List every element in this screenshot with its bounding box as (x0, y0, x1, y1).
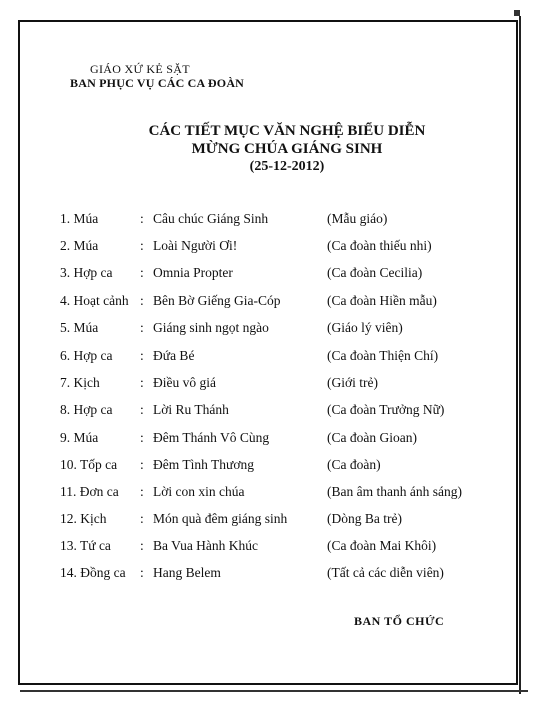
item-genre: 4. Hoạt cảnh (60, 293, 129, 308)
item-title: Lời con xin chúa (153, 484, 245, 499)
item-title: Bên Bờ Giếng Gia-Cóp (153, 293, 281, 308)
item-performer: (Ca đoàn Hiền mẫu) (327, 293, 437, 308)
item-separator: : (140, 565, 144, 580)
item-title: Món quà đêm giáng sinh (153, 511, 288, 526)
program-item (0, 265, 550, 285)
program-item (0, 211, 550, 231)
item-separator: : (140, 293, 144, 308)
item-separator: : (140, 265, 144, 280)
item-genre: 3. Hợp ca (60, 265, 113, 280)
program-item (0, 402, 550, 422)
program-item (0, 565, 550, 585)
item-title: Loài Người Ơi! (153, 238, 238, 253)
document-title: CÁC TIẾT MỤC VĂN NGHỆ BIỂU DIỄN (148, 123, 426, 139)
item-separator: : (140, 511, 144, 526)
parish-name: GIÁO XỨ KẺ SẶT (90, 62, 190, 76)
item-separator: : (140, 211, 144, 226)
program-item (0, 320, 550, 340)
item-genre: 12. Kịch (60, 511, 107, 526)
item-title: Ba Vua Hành Khúc (153, 538, 259, 553)
item-separator: : (140, 402, 144, 417)
item-performer: (Mẫu giáo) (327, 211, 388, 226)
item-separator: : (140, 430, 144, 445)
program-item (0, 293, 550, 313)
item-performer: (Ca đoàn Thiện Chí) (327, 348, 439, 363)
committee-name: BAN PHỤC VỤ CÁC CA ĐOÀN (70, 76, 245, 90)
item-genre: 1. Múa (60, 211, 99, 226)
item-performer: (Ban âm thanh ánh sáng) (327, 484, 462, 499)
item-title: Đêm Thánh Vô Cùng (153, 430, 270, 445)
item-genre: 10. Tốp ca (60, 457, 118, 472)
item-performer: (Tất cả các diễn viên) (327, 565, 444, 580)
item-title: Giáng sinh ngọt ngào (153, 320, 269, 335)
item-performer: (Ca đoàn thiếu nhi) (327, 238, 432, 253)
program-item (0, 238, 550, 258)
program-item (0, 484, 550, 504)
program-item (0, 430, 550, 450)
item-performer: (Ca đoàn) (327, 457, 381, 472)
item-title: Câu chúc Giáng Sinh (153, 211, 269, 226)
item-performer: (Ca đoàn Trưởng Nữ) (327, 402, 445, 417)
signature: BAN TỔ CHỨC (354, 614, 445, 628)
program-item (0, 511, 550, 531)
program-item (0, 538, 550, 558)
item-genre: 9. Múa (60, 430, 99, 445)
item-performer: (Ca đoàn Mai Khôi) (327, 538, 437, 553)
item-performer: (Dòng Ba trẻ) (327, 511, 402, 526)
item-performer: (Ca đoàn Cecilia) (327, 265, 423, 280)
item-separator: : (140, 375, 144, 390)
item-title: Omnia Propter (153, 265, 233, 280)
item-genre: 13. Tứ ca (60, 538, 111, 553)
corner-mark (514, 10, 520, 16)
item-performer: (Giáo lý viên) (327, 320, 403, 335)
item-genre: 11. Đơn ca (60, 484, 119, 499)
item-separator: : (140, 538, 144, 553)
document-date: (25-12-2012) (249, 159, 325, 174)
document-subtitle: MỪNG CHÚA GIÁNG SINH (191, 141, 383, 157)
item-separator: : (140, 348, 144, 363)
item-title: Hang Belem (153, 565, 221, 580)
program-item (0, 348, 550, 368)
item-title: Đêm Tình Thương (153, 457, 254, 472)
item-separator: : (140, 457, 144, 472)
item-genre: 14. Đồng ca (60, 565, 126, 580)
program-item (0, 375, 550, 395)
item-separator: : (140, 238, 144, 253)
item-separator: : (140, 484, 144, 499)
item-separator: : (140, 320, 144, 335)
item-genre: 2. Múa (60, 238, 99, 253)
item-genre: 8. Hợp ca (60, 402, 113, 417)
item-performer: (Giới trẻ) (327, 375, 378, 390)
item-title: Lời Ru Thánh (153, 402, 229, 417)
item-genre: 6. Hợp ca (60, 348, 113, 363)
program-item (0, 457, 550, 477)
item-performer: (Ca đoàn Gioan) (327, 430, 417, 445)
item-genre: 5. Múa (60, 320, 99, 335)
item-genre: 7. Kịch (60, 375, 100, 390)
item-title: Đứa Bé (153, 348, 195, 363)
page-edge-bottom (20, 690, 528, 692)
item-title: Điều vô giá (153, 375, 216, 390)
